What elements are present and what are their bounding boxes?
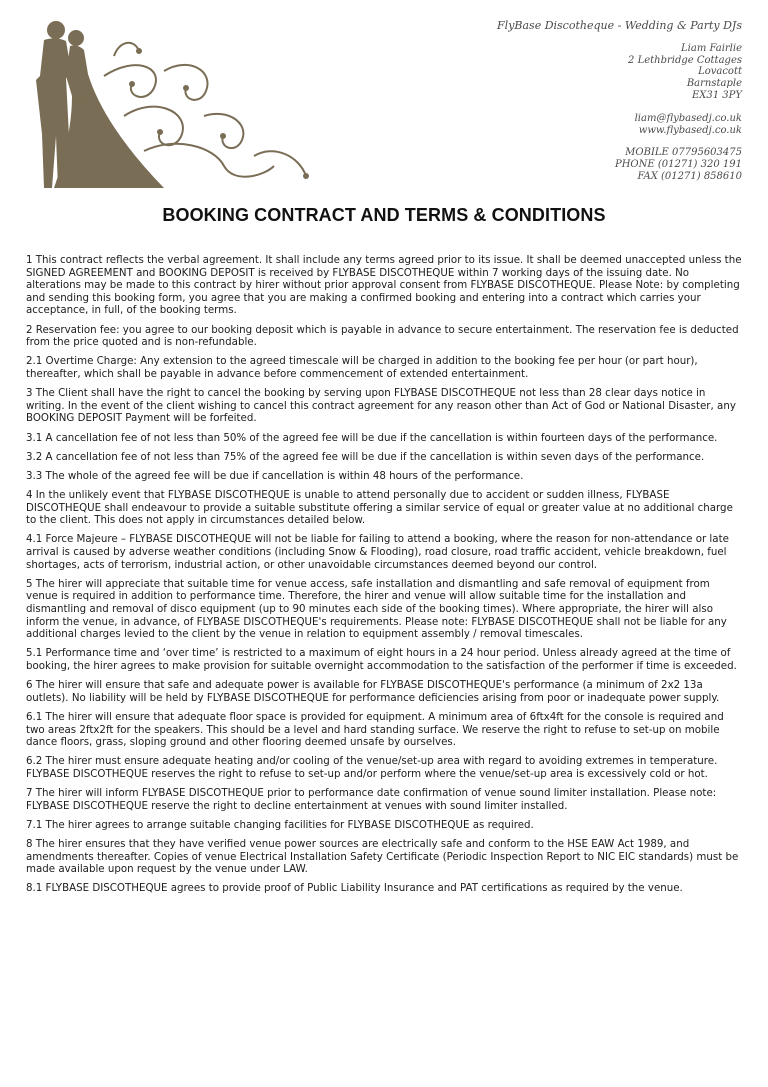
phone-number: PHONE (01271) 320 191 [614, 159, 742, 171]
wedding-couple-logo [14, 16, 314, 192]
address-line: EX31 3PY [691, 89, 742, 101]
business-name: FlyBase Discotheque - Wedding & Party DJs [497, 19, 742, 32]
clause: 5.1 Performance time and ‘over time’ is restricted to a maximum of eight hours in a 24 hour period. Unless already agreed at the time of booking, the hirer agrees to make provision for suitable overnight accommodation to the satisfaction of the performer if time is exceeded. [26, 647, 737, 672]
clause: 2 Reservation fee: you agree to our booking deposit which is payable in advance to secure entertainment. The reservation fee is deducted from the price quoted and is non-refundable. [26, 323, 739, 349]
document-title: BOOKING CONTRACT AND TERMS & CONDITIONS [162, 205, 606, 225]
clause: 3.3 The whole of the agreed fee will be due if cancellation is within 48 hours of the performance. [26, 469, 524, 482]
address-line: Lovacott [698, 66, 742, 78]
mobile-number: MOBILE 07795603475 [625, 147, 742, 159]
address-line: Liam Fairlie [681, 42, 742, 54]
clause: 4.1 Force Majeure – FLYBASE DISCOTHEQUE will not be liable for failing to attend a booking, where the reason for non-attendance or late arrival is caused by adverse weather conditions (including Snow & Flooding), road closure, road traffic accident, vehicle breakdown, fuel shortages, acts of terrorism, industrial action, or other unavoidable circumstances deemed beyond our control. [26, 533, 729, 571]
clause: 7.1 The hirer agrees to arrange suitable changing facilities for FLYBASE DISCOTHEQUE as required. [26, 818, 534, 831]
clause: 8.1 FLYBASE DISCOTHEQUE agrees to provide proof of Public Liability Insurance and PAT certifications as required by the venue. [26, 882, 683, 895]
online-block [482, 113, 742, 137]
clause: 7 The hirer will inform FLYBASE DISCOTHEQUE prior to performance date confirmation of venue sound limiter installation. Please note: FLYBASE DISCOTHEQUE reserve the right to decline entertainment at venues with sound limiter installed. [26, 787, 717, 812]
terms-clauses [26, 254, 744, 902]
clause: 1 This contract reflects the verbal agreement. It shall include any terms agreed prior to its issue. It shall be deemed unaccepted unless the SIGNED AGREEMENT and BOOKING DEPOSIT is received by FLYBASE DISCOTHEQUE within 7 working days of the issuing date. No alterations may be made to this contract by hirer without prior approval consent from FLYBASE DISCOTHEQUE. Please Note: by completing and sending this booking form, you agree that you are making a confirmed booking and entering into a contract which carries your acceptance, in full, of the booking terms. [26, 254, 742, 317]
clause: 8 The hirer ensures that they have verified venue power sources are electrically safe and conform to the HSE EAW Act 1989, and amendments thereafter. Copies of venue Electrical Installation Safety Certificate (Periodic Inspection Report to NIC EIC standards) must be made available upon request by the venue under LAW. [26, 838, 739, 876]
address-line: 2 Lethbridge Cottages [628, 54, 742, 66]
clause: 6.2 The hirer must ensure adequate heating and/or cooling of the venue/set-up area with regard to avoiding extremes in temperature. FLYBASE DISCOTHEQUE reserves the right to refuse to set-up and/or perform where the venue/set-up area is excessively cold or hot. [26, 755, 718, 780]
clause: 6 The hirer will ensure that safe and adequate power is available for FLYBASE DISCOTHEQUE's performance (a minimum of 2x2 13a outlets). No liability will be held by FLYBASE DISCOTHEQUE for performance deficiencies arising from poor or inadequate power supply. [26, 679, 720, 704]
letterhead [482, 20, 742, 194]
website-text: www.flybasedj.co.uk [638, 124, 742, 136]
clause: 2.1 Overtime Charge: Any extension to the agreed timescale will be charged in addition to the booking fee per hour (or part hour), thereafter, which shall be payable in advance before commencement of extended entertainment. [26, 355, 698, 380]
clause: 5 The hirer will appreciate that suitable time for venue access, safe installation and dismantling and safe removal of equipment from venue is required in addition to performance time. Therefore, the hirer and venue will allow suitable time for the installation and dismantling and removal of disco equipment (up to 90 minutes each side of the booking times). Where appropriate, the hirer will also inform the venue, in advance, of FLYBASE DISCOTHEQUE's requirements. Please note: FLYBASE DISCOTHEQUE shall not be liable for any additional charges levied to the client by the venue in relation to equipment assembly / removal timescales. [26, 577, 727, 641]
email-text: liam@flybasedj.co.uk [634, 112, 742, 124]
contact-block [482, 147, 742, 182]
address-block [482, 43, 742, 102]
clause: 4 In the unlikely event that FLYBASE DISCOTHEQUE is unable to attend personally due to accident or sudden illness, FLYBASE DISCOTHEQUE shall endeavour to provide a suitable substitute offering a similar service of equal or greater value at no additional charge to the client. This does not apply in circumstances detailed below. [26, 489, 733, 527]
fax-number: FAX (01271) 858610 [637, 170, 742, 182]
clause: 3.2 A cancellation fee of not less than 75% of the agreed fee will be due if the cancellation is within seven days of the performance. [26, 450, 705, 463]
clause: 6.1 The hirer will ensure that adequate floor space is provided for equipment. A minimum area of 6ftx4ft for the console is required and two areas 2ftx2ft for the speakers. This should be a level and hard standing surface. We reserve the right to refuse to set-up on mobile dance floors, grass, sloping ground and other flooring deemed unsafe by ourselves. [26, 710, 724, 749]
clause: 3 The Client shall have the right to cancel the booking by serving upon FLYBASE DISCOTHEQUE not less than 28 clear days notice in writing. In the event of the client wishing to cancel this contract agreement for any reason other than Act of God or National Disaster, any BOOKING DEPOSIT Payment will be forfeited. [26, 387, 736, 425]
clause: 3.1 A cancellation fee of not less than 50% of the agreed fee will be due if the cancellation is within fourteen days of the performance. [26, 431, 718, 444]
address-line: Barnstaple [686, 78, 742, 90]
